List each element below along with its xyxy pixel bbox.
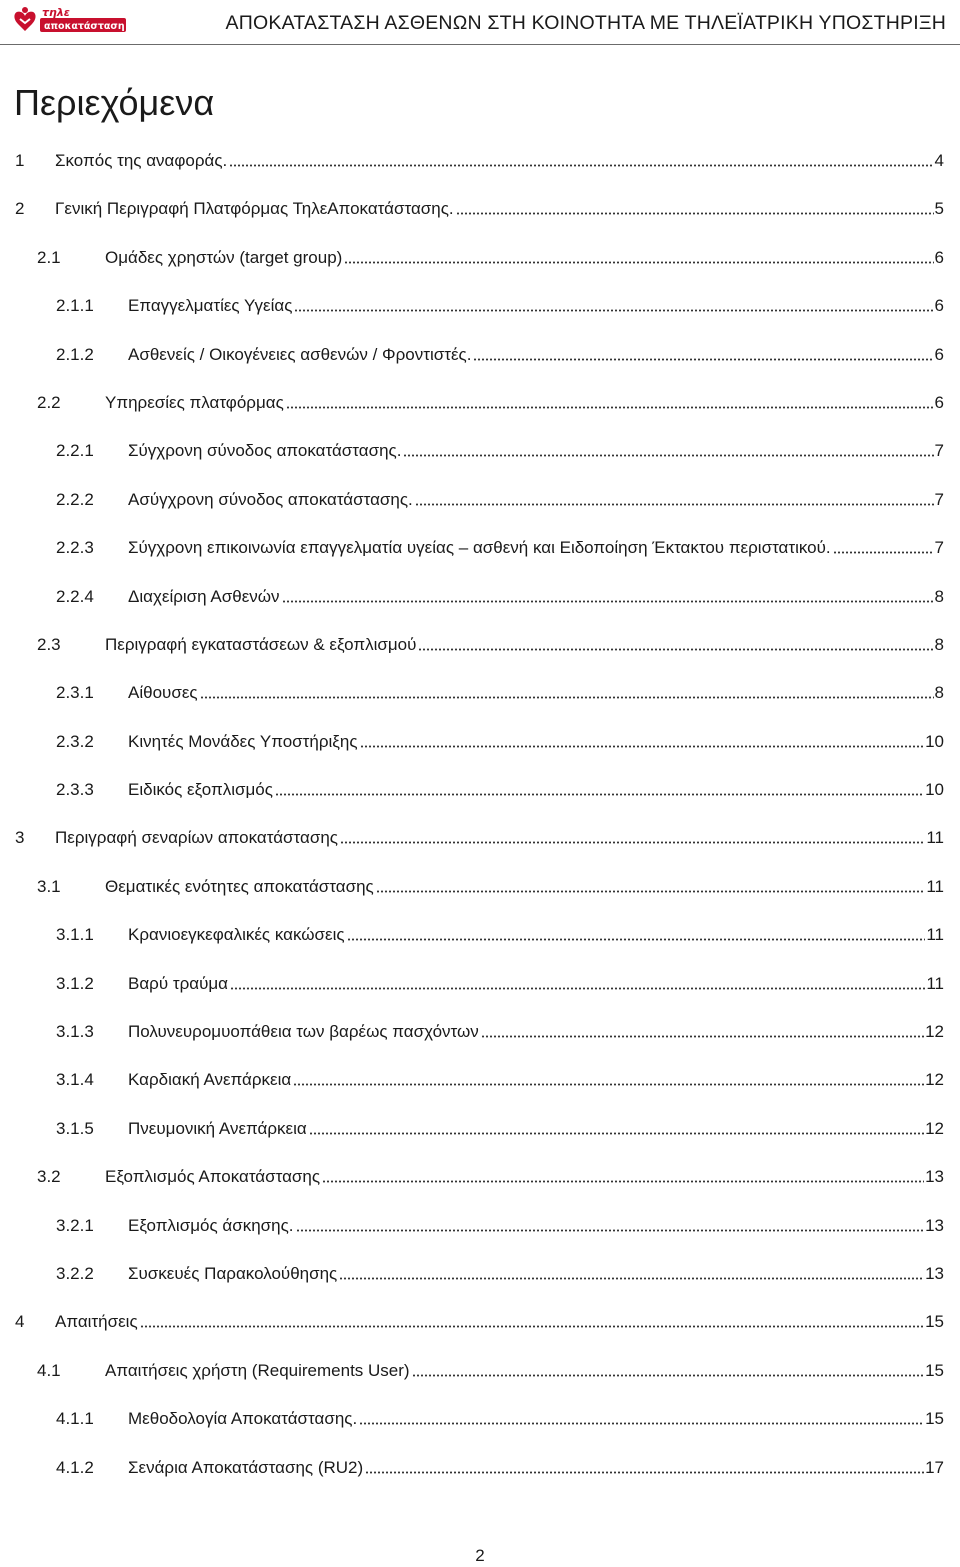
toc-dot-leader	[456, 198, 934, 215]
toc-entry-number: 2.1.2	[56, 344, 94, 364]
toc-entry-number: 2.1.1	[56, 296, 94, 316]
toc-entry[interactable]	[0, 489, 960, 537]
toc-dot-leader	[230, 973, 925, 990]
toc-entry[interactable]	[0, 1360, 960, 1408]
toc-entry-number: 2.2.1	[56, 441, 94, 461]
toc-entry[interactable]	[0, 731, 960, 779]
svg-text:αποκατάσταση: αποκατάσταση	[44, 21, 125, 32]
toc-entry-number: 3.1.4	[56, 1070, 94, 1090]
toc-entry[interactable]	[0, 1069, 960, 1117]
toc-dot-leader	[322, 1166, 924, 1183]
toc-entry-page: 7	[934, 489, 944, 509]
toc-entry-page: 10	[925, 780, 944, 800]
toc-entry-number: 2.3.2	[56, 731, 94, 751]
toc-entry-number: 2.2.3	[56, 538, 94, 558]
toc-dot-leader	[403, 440, 933, 457]
toc-entry[interactable]	[0, 1166, 960, 1214]
toc-entry-page: 12	[925, 1118, 944, 1138]
toc-dot-leader	[347, 924, 926, 941]
toc-entry-page: 11	[926, 828, 944, 848]
toc-dot-leader	[418, 634, 933, 651]
toc-entry[interactable]	[0, 779, 960, 827]
toc-dot-leader	[229, 150, 933, 167]
toc-entry-title[interactable]: Ασύγχρονη σύνοδος αποκατάστασης.	[128, 489, 413, 509]
header-divider	[0, 44, 960, 45]
toc-entry-title[interactable]: Υπηρεσίες πλατφόρμας	[105, 392, 284, 412]
toc-entry-title[interactable]: Σκοπός της αναφοράς.	[55, 151, 228, 170]
toc-dot-leader	[286, 392, 934, 409]
toc-entry-title[interactable]: Αίθουσες	[128, 683, 198, 703]
svg-text:τηλε: τηλε	[42, 6, 70, 19]
toc-dot-leader	[833, 537, 934, 554]
toc-entry-number: 4	[15, 1312, 25, 1332]
toc-entry[interactable]	[0, 876, 960, 924]
toc-entry-number: 3.1.5	[56, 1118, 94, 1138]
toc-dot-leader	[294, 295, 933, 312]
toc-entry-page: 7	[934, 441, 944, 461]
toc-entry-title[interactable]: Ομάδες χρηστών (target group)	[105, 247, 343, 267]
toc-entry-page: 11	[926, 876, 944, 896]
toc-entry-number: 2.2.2	[56, 489, 94, 509]
toc-entry-page: 8	[934, 586, 944, 606]
toc-entry[interactable]	[0, 1118, 960, 1166]
toc-entry-title[interactable]: Βαρύ τραύμα	[128, 973, 228, 993]
toc-entry-number: 2.3	[37, 634, 61, 654]
toc-entry-title[interactable]: Απαιτήσεις	[55, 1312, 138, 1332]
toc-entry[interactable]	[0, 634, 960, 682]
toc-entry-title[interactable]: Μεθοδολογία Αποκατάστασης.	[128, 1409, 358, 1429]
toc-entry-number: 3.2	[37, 1167, 61, 1187]
toc-entry-title[interactable]: Επαγγελματίες Υγείας	[128, 296, 293, 316]
toc-dot-leader	[282, 586, 934, 603]
toc-entry-number: 2.1	[37, 247, 61, 267]
toc-entry[interactable]	[0, 973, 960, 1021]
toc-dot-leader	[293, 1069, 924, 1086]
toc-entry-page: 11	[926, 925, 944, 945]
toc-entry-page: 15	[925, 1312, 944, 1332]
toc-entry[interactable]	[0, 1215, 960, 1263]
toc-dot-leader	[275, 779, 924, 796]
toc-entry-title[interactable]: Γενική Περιγραφή Πλατφόρμας ΤηλεΑποκατάστασης.	[55, 199, 454, 219]
toc-dot-leader	[360, 731, 925, 748]
toc-entry-page: 6	[934, 296, 944, 316]
toc-heading: Περιεχόμενα	[14, 82, 215, 123]
toc-entry-number: 4.1.1	[56, 1409, 94, 1429]
toc-entry-page: 13	[925, 1263, 944, 1283]
toc-entry-title[interactable]: Εξοπλισμός Αποκατάστασης	[105, 1167, 321, 1187]
toc-entry-page: 7	[934, 538, 944, 558]
toc-entry[interactable]	[0, 1263, 960, 1311]
toc-entry[interactable]	[0, 827, 960, 875]
toc-entry-title[interactable]: Θεματικές ενότητες αποκατάστασης	[105, 876, 374, 896]
toc-dot-leader	[473, 344, 933, 361]
toc-entry-title[interactable]: Ειδικός εξοπλισμός	[128, 780, 273, 800]
toc-entry[interactable]	[0, 682, 960, 730]
toc-entry-number: 4.1.2	[56, 1457, 94, 1477]
toc-entry-page: 12	[925, 1022, 944, 1042]
toc-entry-title[interactable]: Πολυνευρομυοπάθεια των βαρέως πασχόντων	[128, 1022, 479, 1042]
toc-entry-page: 12	[925, 1070, 944, 1090]
page-number: 2	[475, 1546, 485, 1565]
toc-dot-leader	[481, 1021, 924, 1038]
toc-dot-leader	[365, 1457, 924, 1474]
toc-entry-page: 8	[934, 634, 944, 654]
toc-entry-title[interactable]: Ασθενείς / Οικογένειες ασθενών / Φροντιστές.	[128, 344, 472, 364]
toc-entry[interactable]	[0, 1457, 960, 1505]
toc-entry[interactable]	[0, 924, 960, 972]
toc-entry-number: 4.1	[37, 1360, 61, 1380]
toc-entry-number: 1	[15, 151, 25, 170]
toc-dot-leader	[415, 489, 934, 506]
toc-dot-leader	[340, 827, 925, 844]
toc-entry-page: 6	[934, 392, 944, 412]
heart-person-icon	[14, 7, 35, 31]
page-header	[0, 0, 960, 46]
toc-entry[interactable]	[0, 198, 960, 246]
toc-entry-title[interactable]: Απαιτήσεις χρήστη (Requirements User)	[105, 1360, 410, 1380]
toc-entry[interactable]	[0, 440, 960, 488]
toc-entry-title[interactable]: Κρανιοεγκεφαλικές κακώσεις	[128, 925, 345, 945]
toc-dot-leader	[359, 1408, 924, 1425]
toc-dot-leader	[296, 1215, 925, 1232]
toc-entry-number: 3.1.3	[56, 1022, 94, 1042]
toc-entry[interactable]	[0, 1021, 960, 1069]
toc-entry-title[interactable]: Περιγραφή σεναρίων αποκατάστασης	[55, 828, 338, 848]
toc-entry-page: 15	[925, 1409, 944, 1429]
toc-entry[interactable]	[0, 1408, 960, 1456]
toc-entry-page: 13	[925, 1167, 944, 1187]
toc-entry-title[interactable]: Σενάρια Αποκατάστασης (RU2)	[128, 1457, 364, 1477]
toc-entry-title[interactable]: Συσκευές Παρακολούθησης	[128, 1263, 338, 1283]
toc-entry-number: 3.1	[37, 876, 61, 896]
document-header-title: ΑΠΟΚΑΤΑΣΤΑΣΗ ΑΣΘΕΝΩΝ ΣΤΗ ΚΟΙΝΟΤΗΤΑ ΜΕ ΤΗΛΕΪΑΤΡΙΚΗ ΥΠΟΣΤΗΡΙΞΗ	[225, 12, 946, 34]
toc-entry-number: 2.3.1	[56, 683, 94, 703]
toc-dot-leader	[339, 1263, 924, 1280]
toc-entry-title[interactable]: Διαχείριση Ασθενών	[128, 586, 280, 606]
toc-entry[interactable]	[0, 247, 960, 295]
toc-entry[interactable]	[0, 537, 960, 585]
toc-entry[interactable]	[0, 586, 960, 634]
toc-entry[interactable]	[0, 392, 960, 440]
toc-entry-page: 8	[934, 683, 944, 703]
toc-entry-title[interactable]: Εξοπλισμός άσκησης.	[128, 1215, 294, 1235]
telerehab-logo	[10, 4, 130, 40]
toc-entry-title[interactable]: Σύγχρονη σύνοδος αποκατάστασης.	[128, 441, 402, 461]
toc-entry-page: 11	[926, 973, 944, 993]
toc-entry-number: 3.1.1	[56, 925, 94, 945]
toc-entry-title[interactable]: Καρδιακή Ανεπάρκεια	[128, 1070, 292, 1090]
toc-entry-title[interactable]: Σύγχρονη επικοινωνία επαγγελματία υγείας – ασθενή και Ειδοποίηση Έκτακτου περιστατικού.	[128, 538, 831, 558]
toc-entry-title[interactable]: Περιγραφή εγκαταστάσεων & εξοπλισμού	[105, 634, 417, 654]
toc-dot-leader	[200, 682, 934, 699]
toc-entry-page: 13	[925, 1215, 944, 1235]
toc-entry-number: 3.2.2	[56, 1263, 94, 1283]
toc-entry-page: 10	[925, 731, 944, 751]
toc-entry-number: 2.2	[37, 392, 61, 412]
toc-entry-number: 3.2.1	[56, 1215, 94, 1235]
toc-entry-page: 6	[934, 247, 944, 267]
toc-dot-leader	[309, 1118, 924, 1135]
toc-entry-number: 2.3.3	[56, 780, 94, 800]
toc-entry-title[interactable]: Κινητές Μονάδες Υποστήριξης	[128, 731, 358, 751]
toc-entry-number: 2.2.4	[56, 586, 94, 606]
toc-entry[interactable]	[0, 150, 960, 198]
toc-entry-number: 3.1.2	[56, 973, 94, 993]
toc-dot-leader	[412, 1360, 925, 1377]
table-of-contents	[0, 150, 960, 1505]
toc-entry-number: 2	[15, 199, 25, 219]
toc-entry[interactable]	[0, 344, 960, 392]
toc-entry[interactable]	[0, 1311, 960, 1359]
toc-entry-page: 17	[925, 1457, 944, 1477]
toc-entry-page: 5	[934, 199, 944, 219]
toc-dot-leader	[376, 876, 926, 893]
toc-entry-title[interactable]: Πνευμονική Ανεπάρκεια	[128, 1118, 307, 1138]
toc-entry-page: 15	[925, 1360, 944, 1380]
toc-entry-number: 3	[15, 828, 25, 848]
toc-dot-leader	[344, 247, 933, 264]
toc-entry-page: 4	[934, 151, 944, 170]
toc-entry[interactable]	[0, 295, 960, 343]
toc-entry-page: 6	[934, 344, 944, 364]
toc-dot-leader	[140, 1311, 924, 1328]
